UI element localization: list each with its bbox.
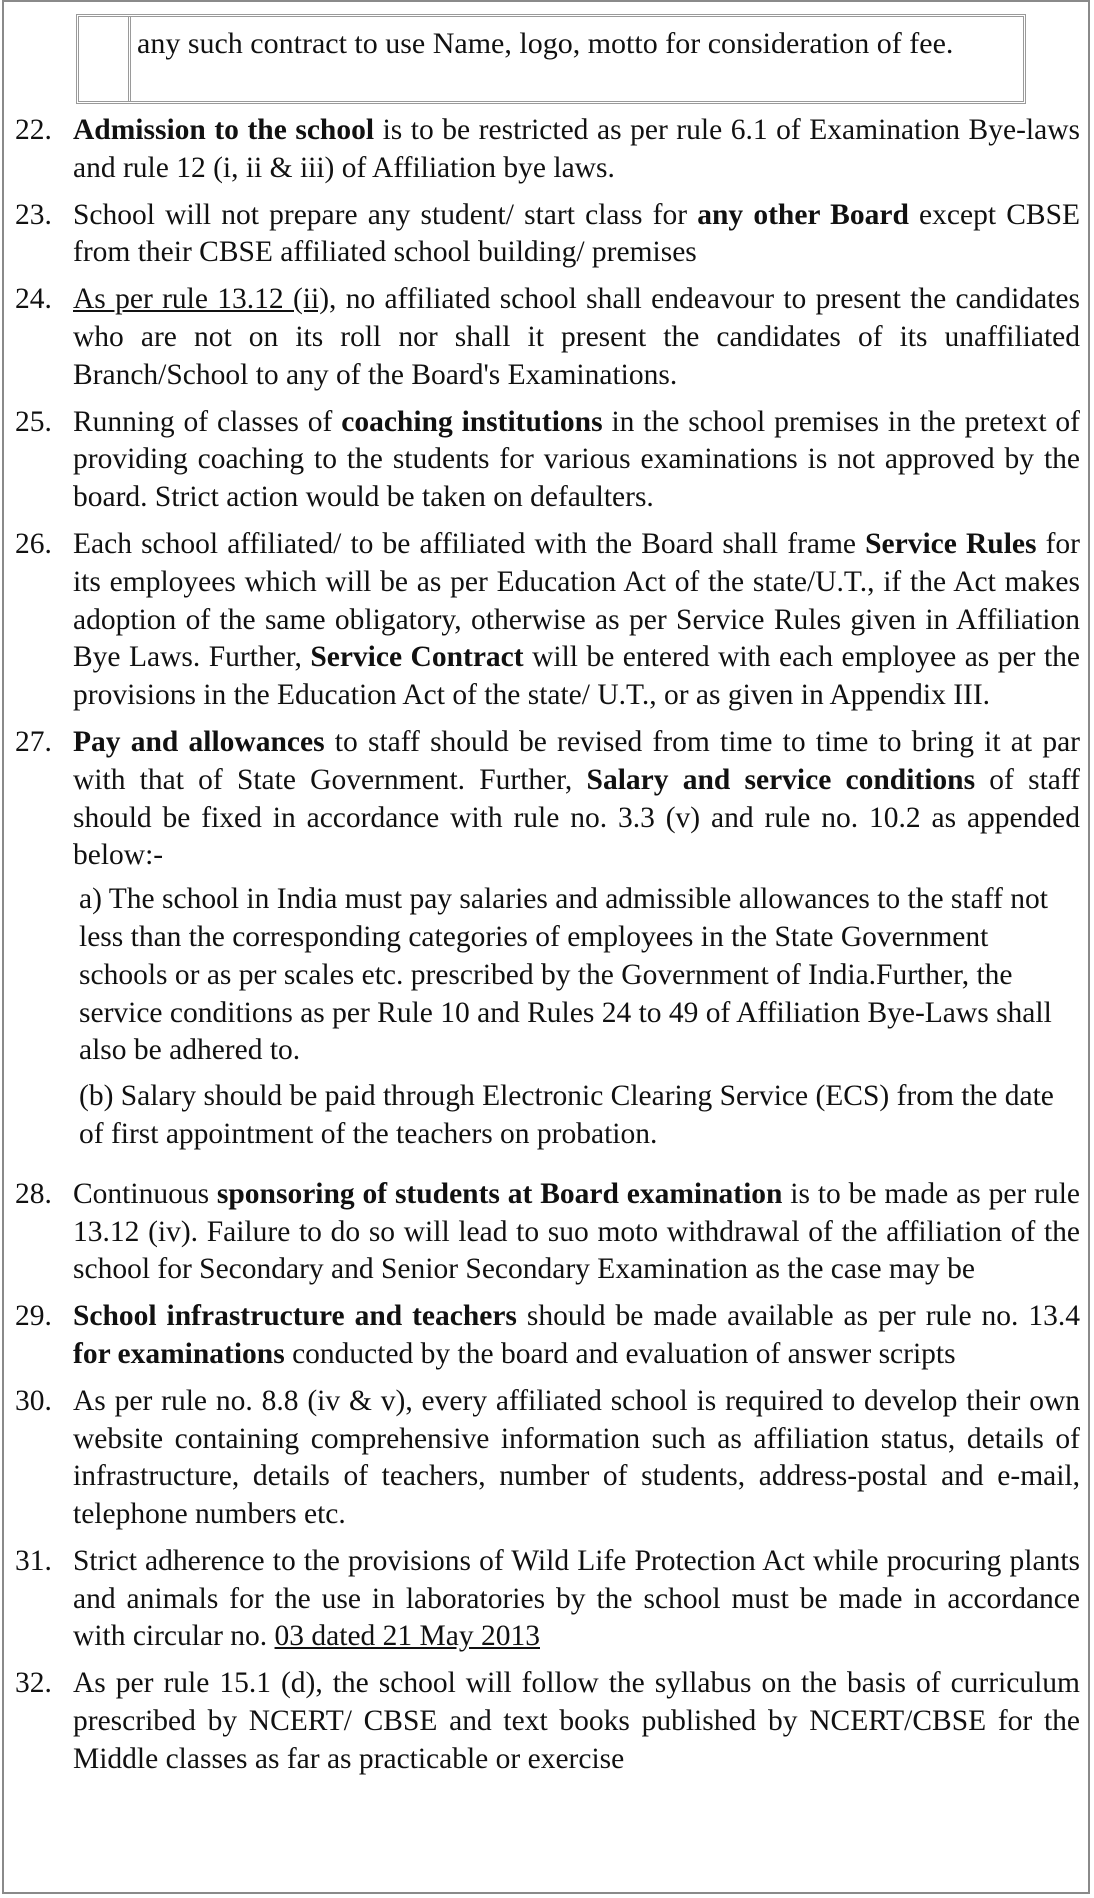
item-number: 29. [15,1300,52,1333]
bold-phrase: Service Contract [310,641,524,674]
sub-clause-a: a) The school in India must pay salaries and admissible allowances to the staff not less than the corresponding categories of employees in the State Government schools or as per scales etc. prescribed by the Government of India.Further, the service conditions as per Rule 10 and Rules 24 to 49 of Affiliation Bye-Laws shall also be adhered to. [79,883,1052,1067]
top-table-row [76,14,1026,104]
list-item-32 [0,1665,1094,1778]
item-text: no affiliated school shall endeavour to present the candidates who are not on its roll nor shall it present the candidates of its unaffiliated Branch/School to any of the Board's Examinations. [73,283,1080,391]
list-item-27 [0,724,1094,875]
item-text: Each school affiliated/ to be affiliated with the Board shall frame [73,527,866,560]
table-text-cell: any such contract to use Name, logo, motto for consideration of fee. [137,27,954,60]
item-number: 31. [15,1544,52,1577]
list-item-22 [0,112,1094,188]
item-text: As per rule 15.1 (d), the school will follow the syllabus on the basis of curriculum prescribed by NCERT/ CBSE and text books published by NCERT/CBSE for the Middle classes as far as practicable or exercise [73,1667,1080,1775]
bold-phrase: Salary and service conditions [586,763,976,796]
list-item-31 [0,1543,1094,1656]
item-text: is to be made as per rule 13.12 (iv). Failure to do so will lead to suo moto withdrawal of the affiliation of the school for Secondary and Senior Secondary Examination as the case may be [73,1177,1080,1286]
item-text: conducted by the board and evaluation of answer scripts [284,1337,956,1370]
item-text: for its employees which will be as per Education Act of the state/U.T., if the Act makes adoption of the same obligatory, otherwise as per Service Rules given in Affiliation Bye Laws. Further, [73,527,1080,674]
item-number: 28. [15,1177,52,1210]
item-text: will be entered with each employee as per the provisions in the Education Act of the state/ U.T., or as given in Appendix III. [73,641,1080,712]
item-text: Strict adherence to the provisions of Wild Life Protection Act while procuring plants and animals for the use in laboratories by the school must be made in accordance with circular no. [73,1544,1080,1653]
item-number: 22. [15,114,52,146]
item-text: to staff should be revised from time to time to bring it at par with that of State Government. Further, [73,725,1080,796]
table-empty-cell [79,17,131,101]
list-item-29 [0,1298,1094,1374]
sub-clause-b: (b) Salary should be paid through Electronic Clearing Service (ECS) from the date of first appointment of the teachers on probation. [79,1080,1054,1150]
item-text: Running of classes of [73,405,342,438]
bold-phrase: sponsoring of students at Board examination [216,1177,783,1210]
bold-phrase: Admission to the school [73,114,375,146]
list-item-30 [0,1383,1094,1534]
bold-phrase: coaching institutions [341,405,603,438]
item-number: 32. [15,1667,52,1700]
item-number: 26. [15,527,52,560]
item-text: Continuous [73,1177,217,1210]
list-item-28 [0,1176,1094,1289]
item-number: 25. [15,405,52,438]
item-text: As per rule no. 8.8 (iv & v), every affiliated school is required to develop their own website containing comprehensive information such as affiliation status, details of infrastructure, details of teachers, number of students, address-postal and e-mail, telephone numbers etc. [73,1384,1080,1531]
list-item-25 [0,404,1094,517]
list-item-23 [0,197,1094,273]
item-text: in the school premises in the pretext of providing coaching to the students for various examinations is not approved by the board. Strict action would be taken on defaulters. [73,405,1081,514]
bold-phrase: Service Rules [865,527,1037,560]
item-text: is to be restricted as per rule 6.1 of Examination Bye-laws and rule 12 (i, ii & iii) of Affiliation bye laws. [73,114,1080,184]
item-text: should be made available as per rule no. 13.4 [516,1300,1080,1333]
bold-phrase: for examinations [73,1337,285,1370]
list-item-26 [0,526,1094,715]
underlined-rule-reference: As per rule 13.12 (ii), [73,283,337,316]
rules-list [0,112,1094,1788]
item-text: except CBSE from their CBSE affiliated school building/ premises [73,198,1081,269]
bold-phrase: any other Board [697,198,909,231]
list-item-24 [0,281,1094,394]
bold-phrase: School infrastructure and teachers [73,1300,517,1333]
item-number: 27. [15,725,52,758]
item-number: 30. [15,1384,52,1417]
underlined-circular-reference: 03 dated 21 May 2013 [274,1620,540,1653]
item-number: 24. [15,283,52,316]
bold-phrase: Pay and allowances [73,725,325,758]
item-number: 23. [15,198,52,231]
item-text: of staff should be fixed in accordance with rule no. 3.3 (v) and rule no. 10.2 as appended below:- [73,763,1080,872]
item-text: School will not prepare any student/ start class for [73,198,698,231]
